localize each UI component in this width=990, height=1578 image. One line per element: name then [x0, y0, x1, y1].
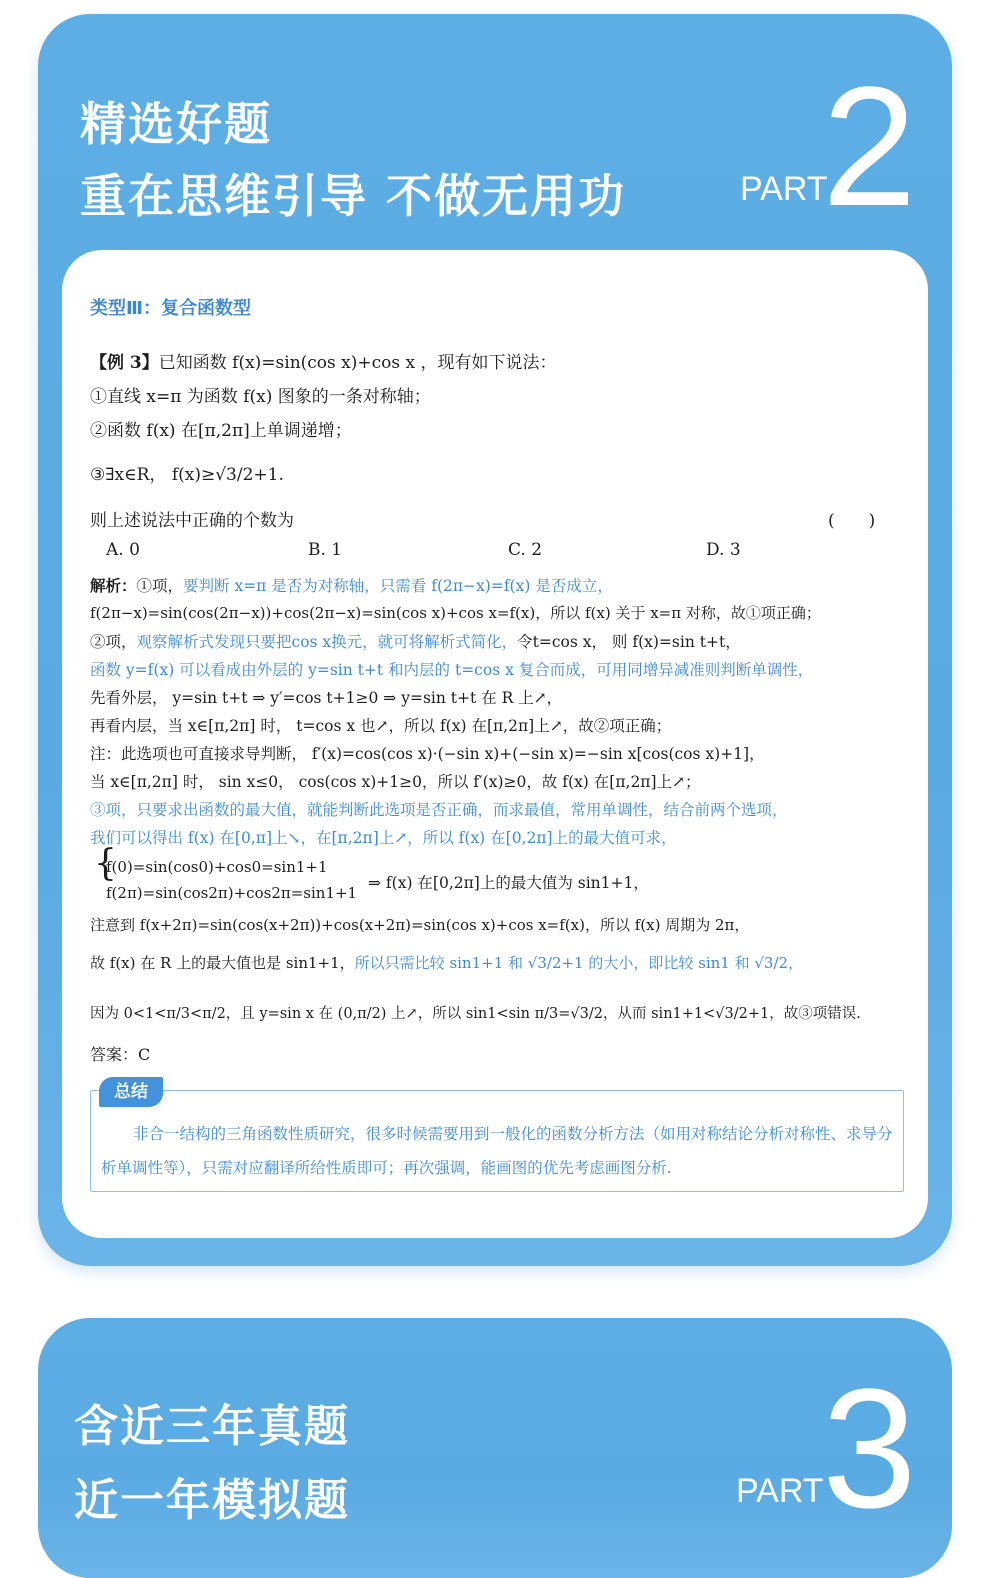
question-line	[90, 348, 557, 373]
solution-line-12: 注意到 f(x+2π)=sin(cos(x+2π))+cos(x+2π)=sin(cos x)+cos x=f(x)，所以 f(x) 周期为 2π，	[90, 916, 750, 934]
statement-1: ①直线 x=π 为函数 f(x) 图象的一条对称轴；	[90, 387, 431, 407]
solution-line-5: 先看外层， y=sin t+t ⇒ y′=cos t+1≥0 ⇒ y=sin t+t 在 R 上↗，	[90, 689, 563, 707]
solution-line-8: 当 x∈[π,2π] 时， sin x≤0， cos(cos x)+1≥0，所以 f′(x)≥0，故 f(x) 在[π,2π]上↗；	[90, 773, 701, 791]
solution-line-4: 函数 y=f(x) 可以看成由外层的 y=sin t+t 和内层的 t=cos x 复合而成，可用同增异减准则判断单调性，	[90, 661, 814, 679]
summary-text: 非合一结构的三角函数性质研究，很多时候需要用到一般化的函数分析方法（如用对称结论分析对称性、求导分析单调性等），只需对应翻译所给性质即可；再次强调，能画图的优先考虑画图分析.	[101, 1125, 893, 1177]
option-b: B. 1	[308, 540, 343, 560]
solution-l11c: ⇒ f(x) 在[0,2π]上的最大值为 sin1+1，	[368, 874, 649, 892]
question-label: 【例 3】	[90, 353, 159, 373]
answer-paren: ( )	[828, 511, 876, 531]
solution-l13a: 故 f(x) 在 R 上的最大值也是 sin1+1，	[90, 954, 355, 972]
solution-line-10: 我们可以得出 f(x) 在[0,π]上↘，在[π,2π]上↗，所以 f(x) 在[0,2π]上的最大值可求，	[90, 829, 677, 847]
solution-label: 解析：	[90, 576, 137, 595]
part3-headline-2: 近一年模拟题	[74, 1475, 350, 1526]
prompt-line	[90, 506, 910, 531]
solution-l3c: 令t=cos x， 则 f(x)=sin t+t，	[517, 633, 741, 651]
solution-line-2: f(2π−x)=sin(cos(2π−x))+cos(2π−x)=sin(cos x)+cos x=f(x)，所以 f(x) 关于 x=π 对称，故①项正确；	[90, 604, 821, 622]
solution-l1b: 要判断 x=π 是否为对称轴，只需看 f(2π−x)=f(x) 是否成立，	[183, 577, 613, 595]
solution-l11a: f(0)=sin(cos0)+cos0=sin1+1	[106, 858, 328, 876]
solution-line-6: 再看内层，当 x∈[π,2π] 时， t=cos x 也↗，所以 f(x) 在[π,2π]上↗，故②项正确；	[90, 717, 672, 735]
solution-line-14: 因为 0<1<π/3<π/2，且 y=sin x 在 (0,π/2) 上↗，所以 sin1<sin π/3=√3/2，从而 sin1+1<√3/2+1，故③项错误.	[90, 1006, 861, 1022]
part3-label: PART	[736, 1472, 824, 1510]
statement-2: ②函数 f(x) 在[π,2π]上单调递增；	[90, 421, 352, 441]
option-d: D. 3	[706, 540, 741, 560]
solution-line-1	[90, 574, 613, 596]
type-title: 类型Ⅲ：复合函数型	[90, 298, 252, 319]
left-brace: {	[94, 843, 117, 884]
option-a: A. 0	[106, 540, 140, 560]
solution-line-9: ③项，只要求出函数的最大值，就能判断此选项是否正确，而求最值，常用单调性，结合前两个选项，	[90, 801, 788, 819]
part3-panel	[38, 1318, 952, 1578]
part2-headline-1: 精选好题	[80, 97, 272, 151]
part2-panel	[38, 14, 952, 1266]
solution-line-7: 注：此选项也可直接求导判断， f′(x)=cos(cos x)·(−sin x)+(−sin x)=−sin x[cos(cos x)+1]，	[90, 745, 765, 763]
answer-line: 答案：C	[90, 1045, 151, 1064]
solution-line-3	[90, 630, 741, 652]
solution-l1a: ①项，	[136, 577, 184, 595]
solution-l11b: f(2π)=sin(cos2π)+cos2π=sin1+1	[106, 884, 358, 902]
summary-box	[90, 1082, 904, 1192]
solution-l13b: 所以只需比较 sin1+1 和 √3/2+1 的大小，即比较 sin1 和 √3/2，	[354, 954, 804, 972]
statement-3: ③∃x∈R， f(x)≥√3/2+1.	[90, 465, 284, 485]
example-card	[62, 250, 928, 1238]
prompt-text: 则上述说法中正确的个数为	[90, 511, 294, 531]
part2-number: 2	[822, 52, 917, 242]
part3-headline-1: 含近三年真题	[74, 1401, 350, 1452]
option-c: C. 2	[508, 540, 543, 560]
solution-line-13	[90, 952, 803, 973]
solution-l3b: 观察解析式发现只要把cos x换元，就可将解析式简化，	[136, 633, 518, 651]
question-text: 已知函数 f(x)=sin(cos x)+cos x ，现有如下说法：	[158, 353, 557, 373]
solution-l3a: ②项，	[90, 633, 137, 651]
part3-number: 3	[822, 1354, 917, 1544]
part2-label: PART	[740, 170, 828, 208]
part2-headline-2: 重在思维引导 不做无用功	[80, 169, 627, 223]
summary-tag: 总结	[99, 1077, 163, 1107]
